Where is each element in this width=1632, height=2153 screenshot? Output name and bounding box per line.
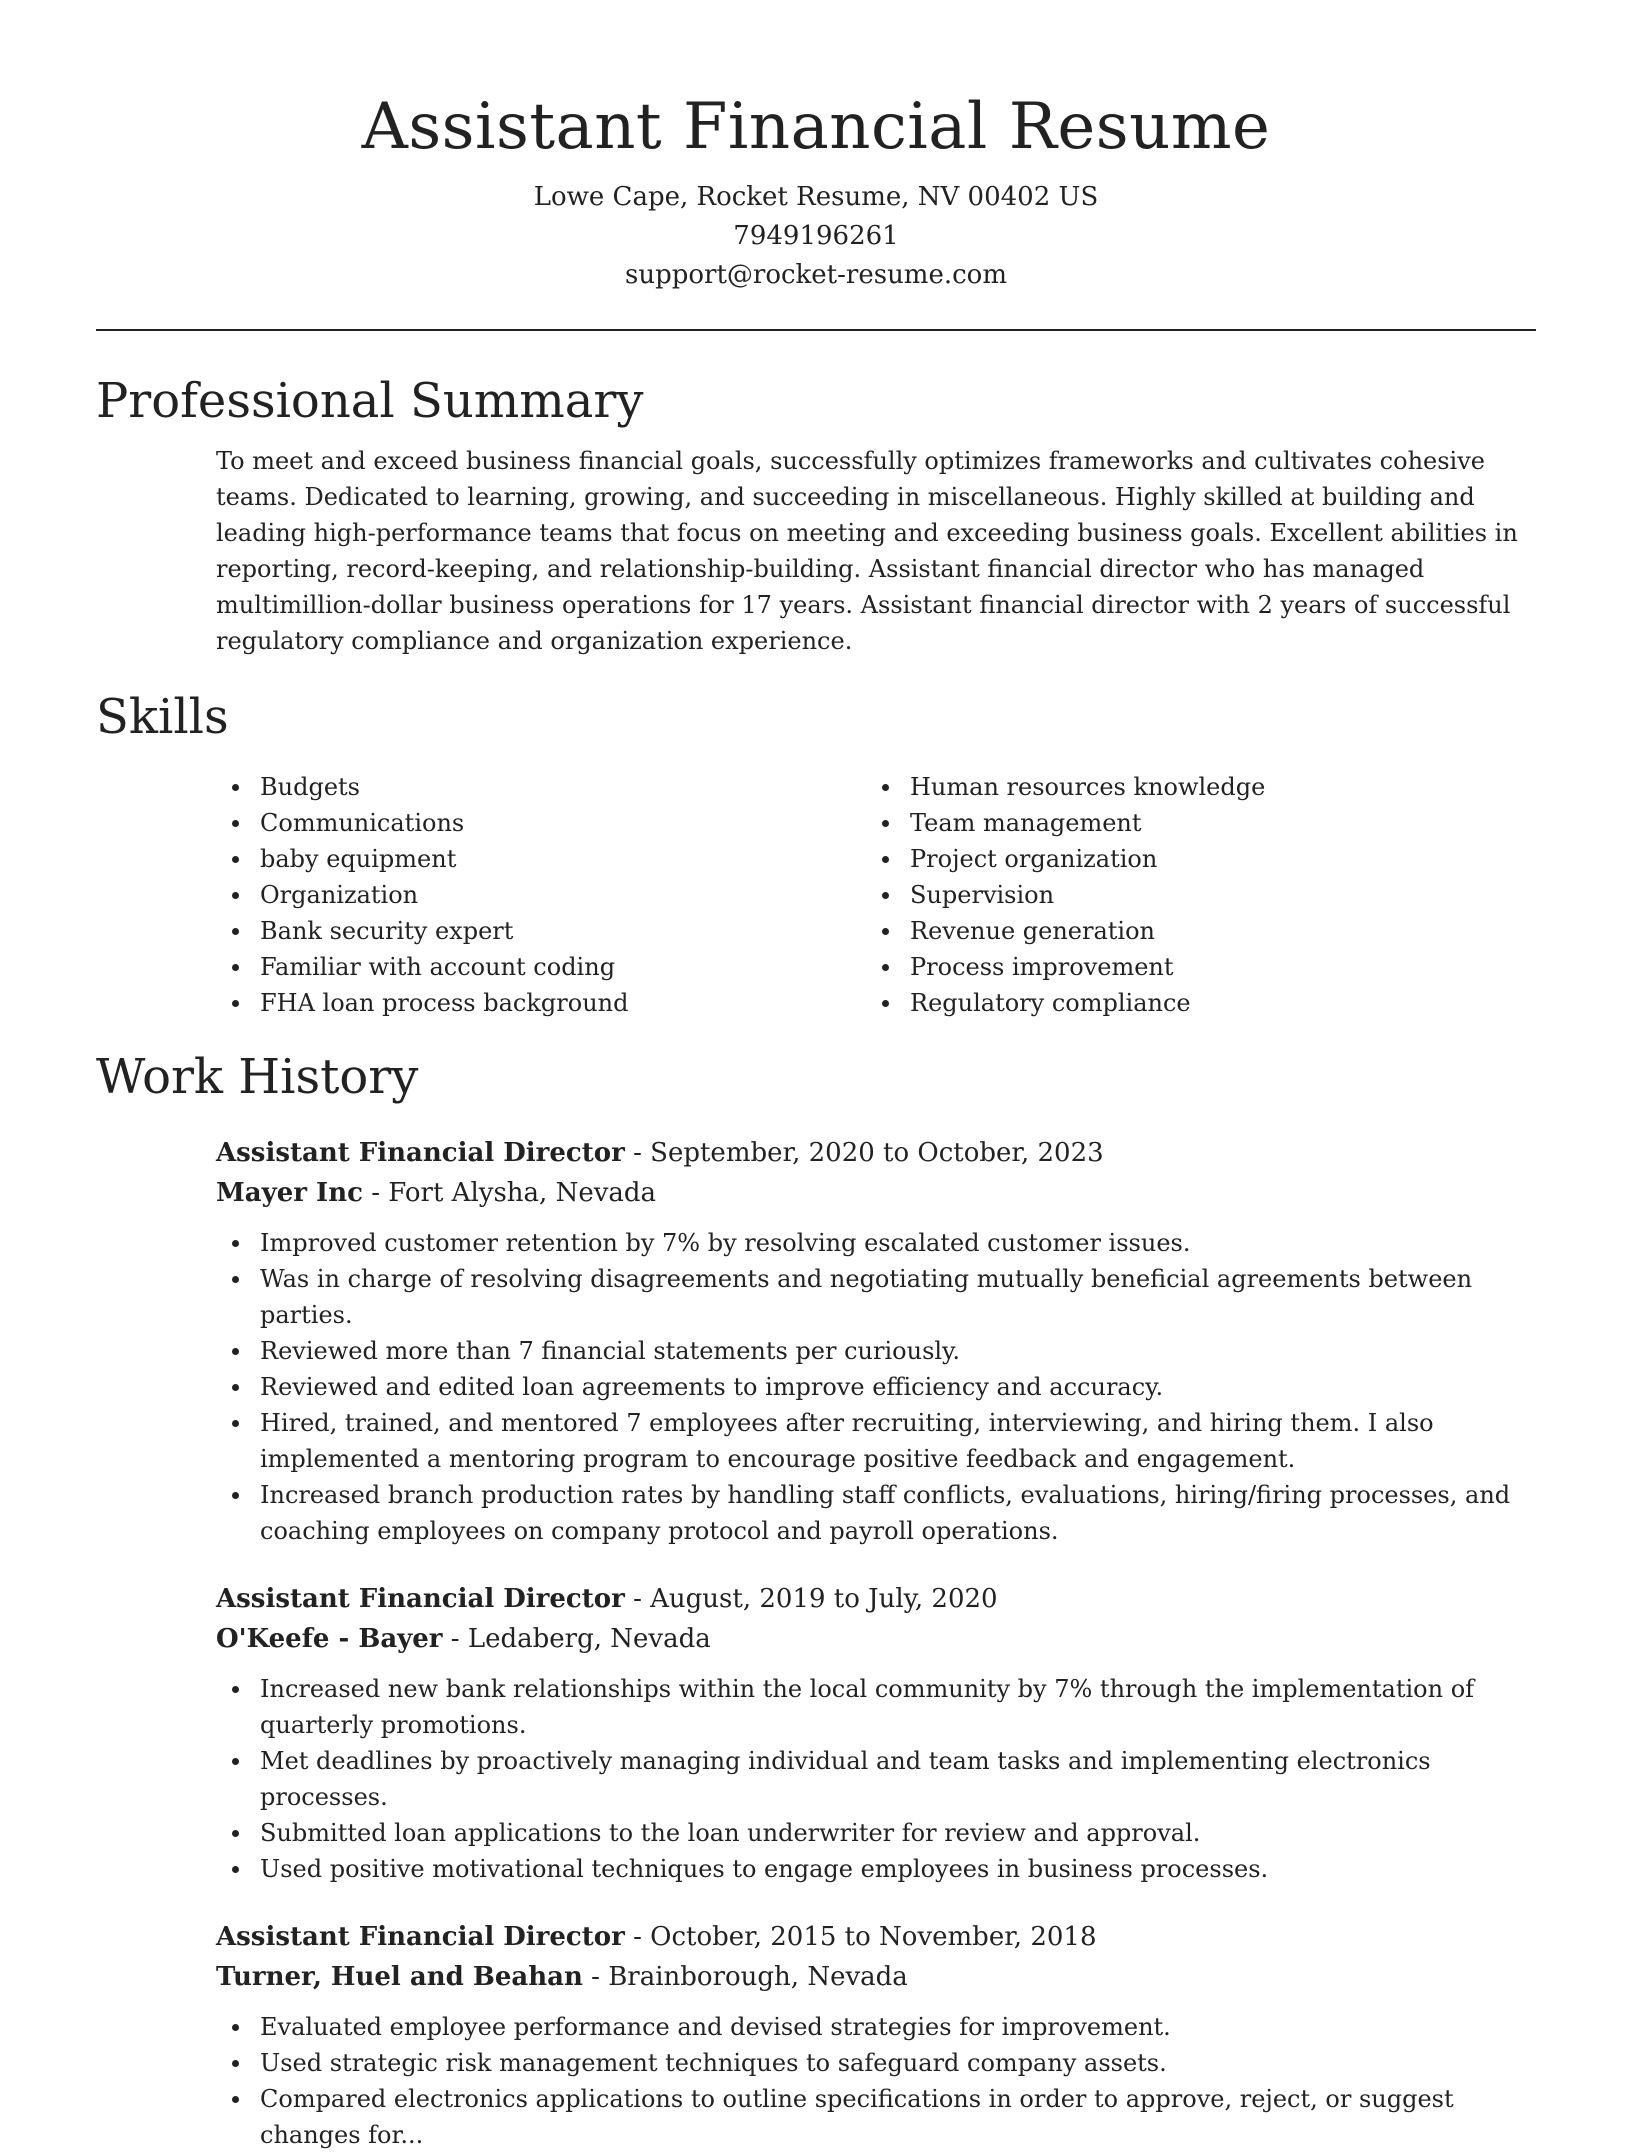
job-position: Assistant Financial Director	[216, 1138, 625, 1168]
job-entry	[216, 1917, 1536, 2153]
skill-item: Familiar with account coding	[216, 949, 866, 985]
job-bullet-list	[216, 2009, 1536, 2153]
skill-item: Bank security expert	[216, 913, 866, 949]
skills-column-right	[866, 769, 1516, 1021]
contact-phone: 7949196261	[733, 221, 899, 251]
job-bullet: Submitted loan applications to the loan underwriter for review and approval.	[216, 1815, 1536, 1851]
job-position: Assistant Financial Director	[216, 1584, 625, 1614]
job-entry	[216, 1133, 1536, 1549]
skill-item: Human resources knowledge	[866, 769, 1516, 805]
skills-grid	[216, 769, 1536, 1021]
skill-item: Budgets	[216, 769, 866, 805]
job-company-line: O'Keefe - Bayer - Ledaberg, Nevada	[216, 1624, 711, 1654]
skill-item: baby equipment	[216, 841, 866, 877]
skill-item: Organization	[216, 877, 866, 913]
resume-title: Assistant Financial Resume	[361, 90, 1271, 164]
job-bullet: Improved customer retention by 7% by resolving escalated customer issues.	[216, 1225, 1536, 1261]
contact-address: Lowe Cape, Rocket Resume, NV 00402 US	[533, 182, 1099, 212]
job-location: Brainborough, Nevada	[608, 1962, 908, 1992]
job-dates: August, 2019 to July, 2020	[650, 1584, 998, 1614]
contact-email: support@rocket-resume.com	[624, 260, 1007, 290]
job-bullet: Was in charge of resolving disagreements and negotiating mutually beneficial agreements between parties.	[216, 1261, 1536, 1333]
job-bullet: Compared electronics applications to outline specifications in order to approve, reject, or suggest changes for...	[216, 2081, 1536, 2153]
job-bullet: Increased branch production rates by handling staff conflicts, evaluations, hiring/firing processes, and coaching employees on company protocol and payroll operations.	[216, 1477, 1536, 1549]
skills-list-left	[216, 769, 866, 1021]
job-title-line: Assistant Financial Director - August, 2019 to July, 2020	[216, 1584, 998, 1614]
job-company-line: Mayer Inc - Fort Alysha, Nevada	[216, 1178, 657, 1208]
skill-item: Communications	[216, 805, 866, 841]
job-position: Assistant Financial Director	[216, 1922, 625, 1952]
skill-item: Process improvement	[866, 949, 1516, 985]
skills-heading: Skills	[96, 689, 229, 745]
job-bullet: Reviewed more than 7 financial statements per curiously.	[216, 1333, 1536, 1369]
skill-item: Team management	[866, 805, 1516, 841]
job-company: Mayer Inc	[216, 1178, 363, 1208]
skills-column-left	[216, 769, 866, 1021]
contact-block	[96, 178, 1536, 295]
job-company-line: Turner, Huel and Beahan - Brainborough, Nevada	[216, 1962, 908, 1992]
job-dates: September, 2020 to October, 2023	[650, 1138, 1104, 1168]
resume-page	[96, 0, 1536, 2149]
job-location: Fort Alysha, Nevada	[388, 1178, 657, 1208]
skill-item: FHA loan process background	[216, 985, 866, 1021]
job-entry	[216, 1579, 1536, 1887]
work-history-heading: Work History	[96, 1049, 419, 1105]
job-location: Ledaberg, Nevada	[467, 1624, 711, 1654]
skill-item: Project organization	[866, 841, 1516, 877]
job-bullet: Met deadlines by proactively managing individual and team tasks and implementing electronics processes.	[216, 1743, 1536, 1815]
job-dates: October, 2015 to November, 2018	[650, 1922, 1097, 1952]
job-company: Turner, Huel and Beahan	[216, 1962, 583, 1992]
job-title-line: Assistant Financial Director - October, 2015 to November, 2018	[216, 1922, 1097, 1952]
job-bullet: Hired, trained, and mentored 7 employees after recruiting, interviewing, and hiring them. I also implemented a mentoring program to encourage positive feedback and engagement.	[216, 1405, 1536, 1477]
job-bullet: Used positive motivational techniques to engage employees in business processes.	[216, 1851, 1536, 1887]
summary-text: To meet and exceed business financial goals, successfully optimizes frameworks and cultivates cohesive teams. Dedicated to learning, growing, and succeeding in miscellaneous. Highly skilled at building and leading high-performance teams that focus on meeting and exceeding business goals. Excellent abilities in reporting, record-keeping, and relationship-building. Assistant financial director who has managed multimillion-dollar business operations for 17 years. Assistant financial director with 2 years of successful regulatory compliance and organization experience.	[216, 447, 1518, 655]
resume-header	[96, 0, 1536, 295]
skill-item: Regulatory compliance	[866, 985, 1516, 1021]
job-bullet: Reviewed and edited loan agreements to improve efficiency and accuracy.	[216, 1369, 1536, 1405]
job-bullet: Increased new bank relationships within the local community by 7% through the implementation of quarterly promotions.	[216, 1671, 1536, 1743]
job-company: O'Keefe - Bayer	[216, 1624, 443, 1654]
job-bullet-list	[216, 1225, 1536, 1549]
job-bullet-list	[216, 1671, 1536, 1887]
skill-item: Supervision	[866, 877, 1516, 913]
job-bullet: Used strategic risk management techniques to safeguard company assets.	[216, 2045, 1536, 2081]
summary-heading: Professional Summary	[96, 373, 644, 429]
header-divider	[96, 329, 1536, 331]
job-title-line: Assistant Financial Director - September, 2020 to October, 2023	[216, 1138, 1104, 1168]
skill-item: Revenue generation	[866, 913, 1516, 949]
skills-list-right	[866, 769, 1516, 1021]
job-bullet: Evaluated employee performance and devised strategies for improvement.	[216, 2009, 1536, 2045]
